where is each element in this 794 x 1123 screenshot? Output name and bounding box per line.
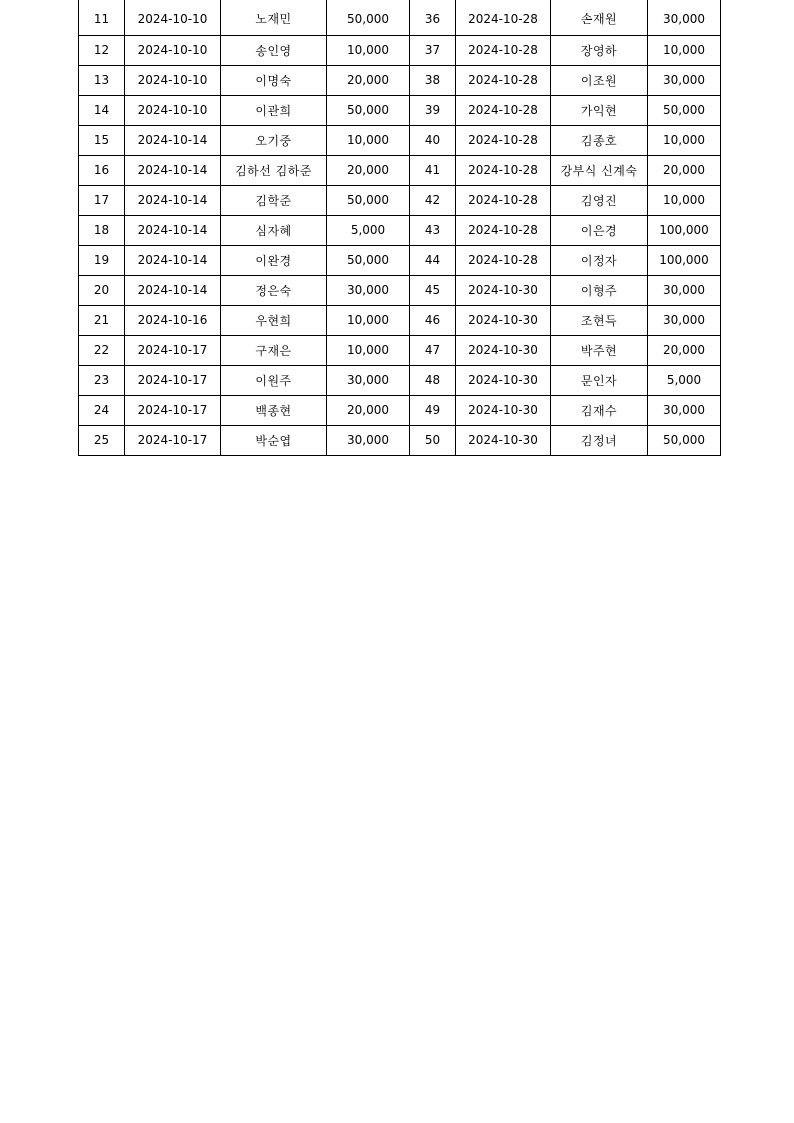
table-row — [79, 425, 721, 455]
right-name-cell: 김정녀 — [551, 425, 648, 455]
table-row — [79, 0, 721, 35]
left-date-cell: 2024-10-14 — [125, 245, 221, 275]
left-no-cell: 13 — [79, 65, 125, 95]
right-no-cell: 37 — [410, 35, 456, 65]
right-name-cell: 김재수 — [551, 395, 648, 425]
right-name-cell: 손재원 — [551, 0, 648, 35]
right-name-cell: 문인자 — [551, 365, 648, 395]
right-amount-cell: 10,000 — [648, 35, 721, 65]
table-row — [79, 125, 721, 155]
right-amount-cell: 20,000 — [648, 335, 721, 365]
right-no-cell: 39 — [410, 95, 456, 125]
right-no-cell: 43 — [410, 215, 456, 245]
left-no-cell: 24 — [79, 395, 125, 425]
table-row — [79, 155, 721, 185]
left-date-cell: 2024-10-14 — [125, 275, 221, 305]
right-name-cell: 김종호 — [551, 125, 648, 155]
table-row — [79, 305, 721, 335]
left-name-cell: 이완경 — [221, 245, 327, 275]
right-amount-cell: 100,000 — [648, 215, 721, 245]
table-row — [79, 365, 721, 395]
left-name-cell: 우현희 — [221, 305, 327, 335]
right-no-cell: 40 — [410, 125, 456, 155]
left-amount-cell: 10,000 — [327, 35, 410, 65]
right-date-cell: 2024-10-28 — [456, 215, 551, 245]
right-date-cell: 2024-10-28 — [456, 185, 551, 215]
table-row — [79, 245, 721, 275]
right-name-cell: 김영진 — [551, 185, 648, 215]
right-no-cell: 38 — [410, 65, 456, 95]
left-date-cell: 2024-10-10 — [125, 0, 221, 35]
left-amount-cell: 50,000 — [327, 0, 410, 35]
left-amount-cell: 30,000 — [327, 425, 410, 455]
left-amount-cell: 20,000 — [327, 65, 410, 95]
right-no-cell: 44 — [410, 245, 456, 275]
right-amount-cell: 20,000 — [648, 155, 721, 185]
left-amount-cell: 20,000 — [327, 155, 410, 185]
left-no-cell: 23 — [79, 365, 125, 395]
left-date-cell: 2024-10-17 — [125, 335, 221, 365]
left-no-cell: 11 — [79, 0, 125, 35]
right-date-cell: 2024-10-28 — [456, 95, 551, 125]
right-date-cell: 2024-10-28 — [456, 35, 551, 65]
left-amount-cell: 50,000 — [327, 185, 410, 215]
right-no-cell: 36 — [410, 0, 456, 35]
right-name-cell: 이형주 — [551, 275, 648, 305]
left-date-cell: 2024-10-14 — [125, 185, 221, 215]
right-name-cell: 가익현 — [551, 95, 648, 125]
right-no-cell: 41 — [410, 155, 456, 185]
right-name-cell: 이조원 — [551, 65, 648, 95]
right-name-cell: 조현득 — [551, 305, 648, 335]
right-date-cell: 2024-10-30 — [456, 365, 551, 395]
right-no-cell: 48 — [410, 365, 456, 395]
left-name-cell: 김하선 김하준 — [221, 155, 327, 185]
right-amount-cell: 10,000 — [648, 125, 721, 155]
right-no-cell: 47 — [410, 335, 456, 365]
left-name-cell: 이관희 — [221, 95, 327, 125]
table-row — [79, 335, 721, 365]
left-amount-cell: 50,000 — [327, 95, 410, 125]
right-amount-cell: 100,000 — [648, 245, 721, 275]
right-no-cell: 42 — [410, 185, 456, 215]
right-name-cell: 이은경 — [551, 215, 648, 245]
right-date-cell: 2024-10-28 — [456, 65, 551, 95]
right-date-cell: 2024-10-30 — [456, 425, 551, 455]
donation-table — [78, 0, 721, 456]
right-amount-cell: 30,000 — [648, 395, 721, 425]
left-name-cell: 오기중 — [221, 125, 327, 155]
right-no-cell: 46 — [410, 305, 456, 335]
table-row — [79, 395, 721, 425]
left-name-cell: 구재은 — [221, 335, 327, 365]
right-date-cell: 2024-10-28 — [456, 155, 551, 185]
left-date-cell: 2024-10-16 — [125, 305, 221, 335]
table-row — [79, 275, 721, 305]
left-date-cell: 2024-10-14 — [125, 155, 221, 185]
table-row — [79, 95, 721, 125]
right-amount-cell: 30,000 — [648, 0, 721, 35]
left-amount-cell: 30,000 — [327, 275, 410, 305]
right-amount-cell: 10,000 — [648, 185, 721, 215]
left-name-cell: 백종현 — [221, 395, 327, 425]
right-name-cell: 박주현 — [551, 335, 648, 365]
left-no-cell: 20 — [79, 275, 125, 305]
left-name-cell: 심자혜 — [221, 215, 327, 245]
right-date-cell: 2024-10-30 — [456, 335, 551, 365]
left-date-cell: 2024-10-10 — [125, 35, 221, 65]
left-amount-cell: 20,000 — [327, 395, 410, 425]
right-amount-cell: 50,000 — [648, 95, 721, 125]
left-no-cell: 15 — [79, 125, 125, 155]
left-name-cell: 정은숙 — [221, 275, 327, 305]
table-row — [79, 35, 721, 65]
right-date-cell: 2024-10-30 — [456, 305, 551, 335]
left-amount-cell: 30,000 — [327, 365, 410, 395]
left-amount-cell: 10,000 — [327, 305, 410, 335]
left-no-cell: 18 — [79, 215, 125, 245]
left-name-cell: 노재민 — [221, 0, 327, 35]
left-no-cell: 16 — [79, 155, 125, 185]
right-amount-cell: 50,000 — [648, 425, 721, 455]
left-date-cell: 2024-10-17 — [125, 425, 221, 455]
left-date-cell: 2024-10-17 — [125, 365, 221, 395]
left-date-cell: 2024-10-10 — [125, 65, 221, 95]
right-no-cell: 49 — [410, 395, 456, 425]
left-name-cell: 박순엽 — [221, 425, 327, 455]
left-no-cell: 12 — [79, 35, 125, 65]
right-no-cell: 50 — [410, 425, 456, 455]
table-row — [79, 215, 721, 245]
left-name-cell: 이원주 — [221, 365, 327, 395]
right-amount-cell: 30,000 — [648, 305, 721, 335]
left-name-cell: 송인영 — [221, 35, 327, 65]
right-amount-cell: 5,000 — [648, 365, 721, 395]
left-no-cell: 17 — [79, 185, 125, 215]
table-row — [79, 65, 721, 95]
left-no-cell: 14 — [79, 95, 125, 125]
left-date-cell: 2024-10-14 — [125, 125, 221, 155]
right-no-cell: 45 — [410, 275, 456, 305]
right-date-cell: 2024-10-28 — [456, 0, 551, 35]
left-no-cell: 21 — [79, 305, 125, 335]
right-date-cell: 2024-10-28 — [456, 125, 551, 155]
left-name-cell: 김학준 — [221, 185, 327, 215]
left-name-cell: 이명숙 — [221, 65, 327, 95]
table-row — [79, 185, 721, 215]
left-amount-cell: 50,000 — [327, 245, 410, 275]
left-no-cell: 22 — [79, 335, 125, 365]
left-date-cell: 2024-10-10 — [125, 95, 221, 125]
left-amount-cell: 10,000 — [327, 125, 410, 155]
right-date-cell: 2024-10-30 — [456, 395, 551, 425]
left-amount-cell: 5,000 — [327, 215, 410, 245]
right-amount-cell: 30,000 — [648, 65, 721, 95]
right-name-cell: 이정자 — [551, 245, 648, 275]
table-body — [79, 0, 721, 455]
right-date-cell: 2024-10-28 — [456, 245, 551, 275]
left-no-cell: 19 — [79, 245, 125, 275]
left-amount-cell: 10,000 — [327, 335, 410, 365]
right-date-cell: 2024-10-30 — [456, 275, 551, 305]
right-name-cell: 강부식 신계숙 — [551, 155, 648, 185]
left-date-cell: 2024-10-14 — [125, 215, 221, 245]
right-name-cell: 장영하 — [551, 35, 648, 65]
left-date-cell: 2024-10-17 — [125, 395, 221, 425]
right-amount-cell: 30,000 — [648, 275, 721, 305]
left-no-cell: 25 — [79, 425, 125, 455]
